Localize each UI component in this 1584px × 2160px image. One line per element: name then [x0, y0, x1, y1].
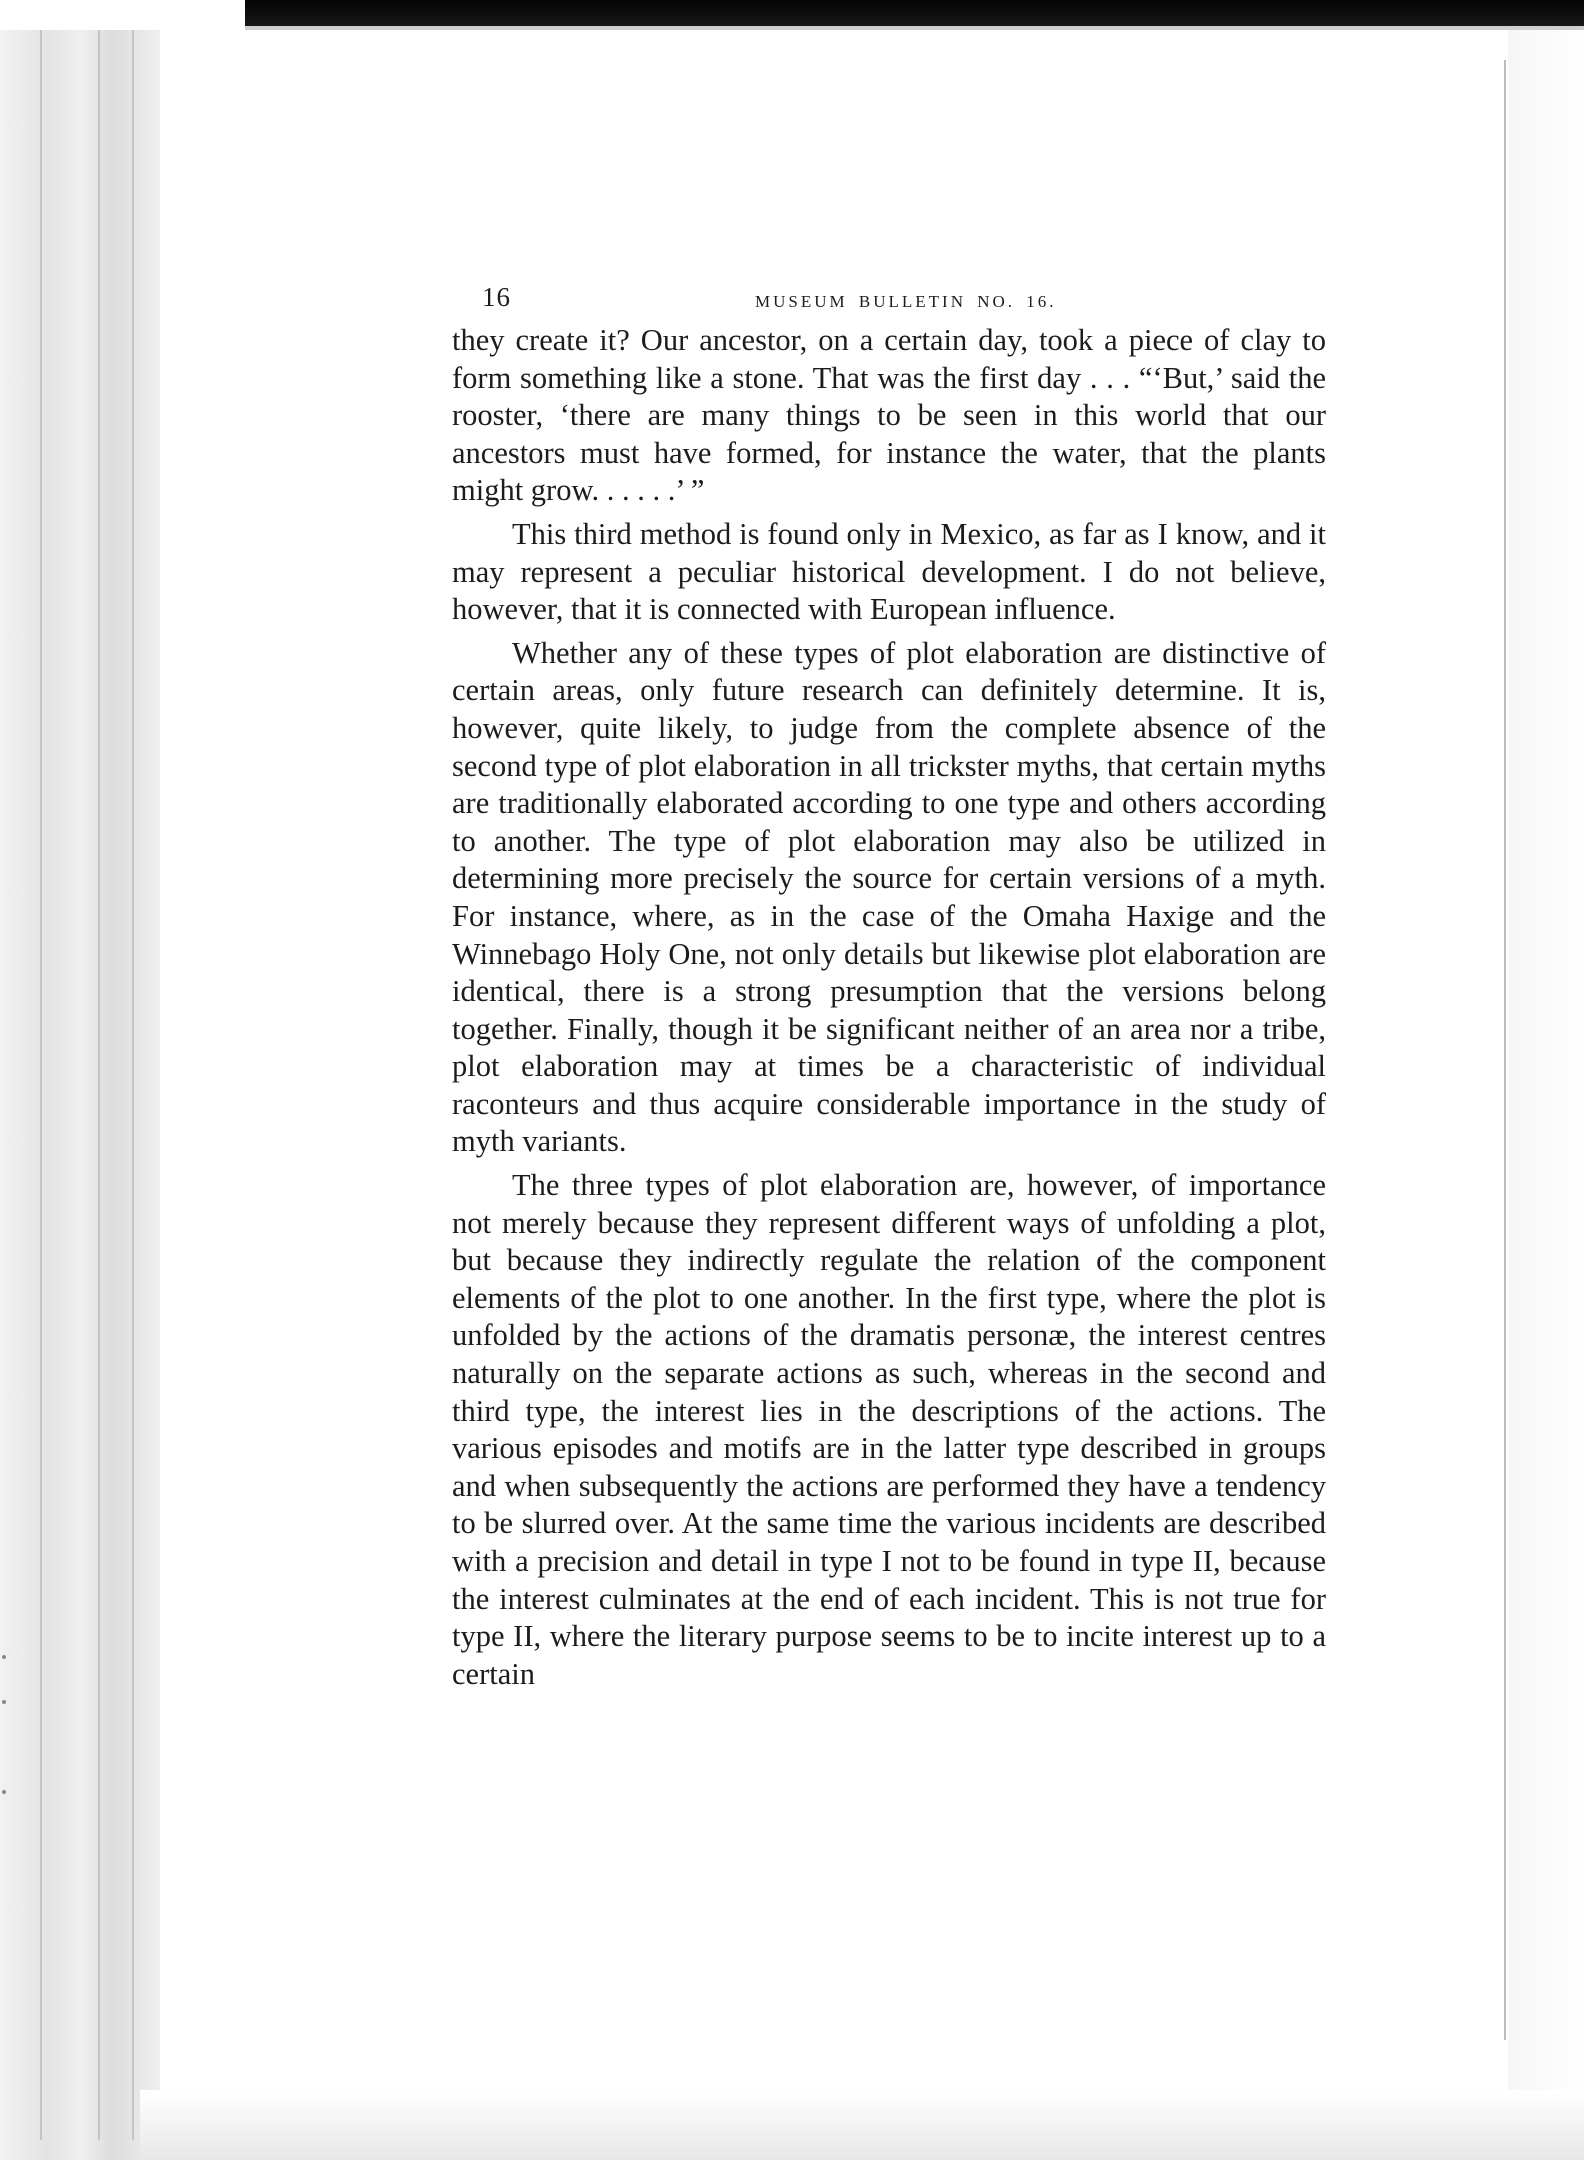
page-header: [452, 282, 1326, 322]
page-right-edge: [1504, 60, 1506, 2040]
running-head: MUSEUM BULLETIN NO. 16.: [755, 292, 1057, 311]
paragraph: The three types of plot elaboration are, however, of importance not merely because they represent different ways of unfolding a plot, but because they indirectly regulate the relation of the component elements of the plot to one another. In the first type, where the plot is unfolded by the actions of the dramatis personæ, the interest centres naturally on the separate actions as such, whereas in the second and third type, the interest lies in the descriptions of the actions. The various episodes and motifs are in the latter type described in groups and when subsequently the actions are performed they have a tendency to be slurred over. At the same time the various incidents are described with a precision and detail in type I not to be found in type II, because the interest culminates at the end of each incident. This is not true for type II, where the literary purpose seems to be to incite interest up to a certain: [452, 1168, 1326, 1691]
page-top-edge: [245, 26, 1584, 30]
scan-speck: [2, 1790, 6, 1794]
scanner-top-band-gap: [0, 0, 245, 30]
scan-speck: [2, 1655, 6, 1659]
page-content: [452, 282, 1326, 1699]
paragraph: This third method is found only in Mexico, as far as I know, and it may represent a peculiar historical development. I do not believe, however, that it is connected with European influence.: [452, 516, 1326, 627]
bottom-shadow: [140, 2090, 1584, 2160]
page-stack-line: [40, 20, 42, 2140]
page-number: 16: [482, 282, 511, 312]
page-stack-line: [98, 20, 100, 2140]
scan-speck: [2, 1700, 6, 1704]
page-stack-edge: [0, 0, 160, 2160]
page-stack-line: [132, 20, 134, 2140]
paragraph: they create it? Our ancestor, on a certain day, took a piece of clay to form something like a stone. That was the first day . . . “‘But,’ said the rooster, ‘there are many things to be seen in this world that our ancestors must have formed, for instance the water, that the plants might grow. . . . . .’ ”: [452, 323, 1326, 508]
paragraph: Whether any of these types of plot elaboration are distinctive of certain areas, only future research can definitely determine. It is, however, quite likely, to judge from the complete absence of the second type of plot elaboration in all trickster myths, that certain myths are traditionally elaborated according to one type and others according to another. The type of plot elaboration may also be utilized in determining more precisely the source for certain versions of a myth. For instance, where, as in the case of the Omaha Haxige and the Winnebago Holy One, not only details but likewise plot elaboration are identical, there is a strong presumption that the versions belong together. Finally, though it be significant neither of an area nor a tribe, plot elaboration may at times be a characteristic of individual raconteurs and thus acquire considerable importance in the study of myth variants.: [452, 635, 1326, 1159]
body-text: [452, 322, 1326, 1693]
right-margin-shade: [1508, 30, 1584, 2160]
